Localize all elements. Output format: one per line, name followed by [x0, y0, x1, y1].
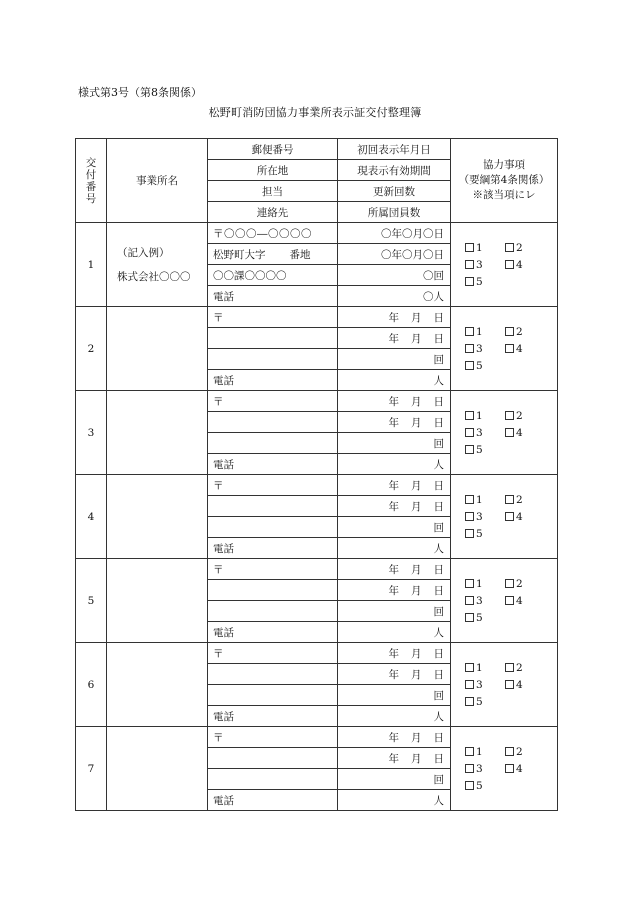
- business-name-cell: [107, 223, 208, 307]
- cooperation-checkboxes: [451, 727, 558, 811]
- first-date-cell[interactable]: 年 月 日: [338, 391, 451, 412]
- example-label: （記入例）: [117, 246, 170, 259]
- renewal-cell[interactable]: 回: [338, 685, 451, 706]
- register-table: [75, 138, 558, 811]
- checkbox-item[interactable]: 3: [465, 595, 505, 607]
- header-address: 所在地: [208, 160, 338, 181]
- checkbox-item[interactable]: 1: [465, 326, 505, 338]
- checkbox-item[interactable]: 3: [465, 763, 505, 775]
- checkbox-item[interactable]: 3: [465, 259, 505, 271]
- checkbox-item[interactable]: 2: [505, 746, 545, 758]
- checkbox-item[interactable]: 3: [465, 679, 505, 691]
- form-label: 様式第3号（第8条関係）: [78, 86, 202, 99]
- row-number: 2: [76, 307, 107, 391]
- checkbox-item[interactable]: 2: [505, 578, 545, 590]
- header-number: 交 付 番 号: [76, 139, 107, 223]
- postal-cell[interactable]: 〒: [208, 727, 338, 748]
- business-name-cell[interactable]: [107, 559, 208, 643]
- checkbox-item[interactable]: 5: [465, 528, 505, 540]
- checkbox-item[interactable]: 4: [505, 259, 545, 271]
- checkbox-item[interactable]: 3: [465, 343, 505, 355]
- members-cell[interactable]: 人: [338, 790, 451, 811]
- valid-period-cell: 〇年〇月〇日: [338, 244, 451, 265]
- valid-period-cell[interactable]: 年 月 日: [338, 412, 451, 433]
- first-date-cell: 〇年〇月〇日: [338, 223, 451, 244]
- first-date-cell[interactable]: 年 月 日: [338, 559, 451, 580]
- members-cell[interactable]: 人: [338, 454, 451, 475]
- checkbox-item[interactable]: 5: [465, 276, 505, 288]
- checkbox-item[interactable]: 5: [465, 612, 505, 624]
- renewal-cell[interactable]: 回: [338, 769, 451, 790]
- row-number: 6: [76, 643, 107, 727]
- first-date-cell[interactable]: 年 月 日: [338, 643, 451, 664]
- checkbox-item[interactable]: 2: [505, 410, 545, 422]
- business-name-cell[interactable]: [107, 727, 208, 811]
- tel-cell[interactable]: 電話: [208, 454, 338, 475]
- tel-cell[interactable]: 電話: [208, 538, 338, 559]
- header-contact: 連絡先: [208, 202, 338, 223]
- header-cooperation: 協力事項 （要綱第4条関係） ※該当項にレ: [451, 139, 558, 223]
- address-cell[interactable]: [208, 496, 338, 517]
- checkbox-item[interactable]: 1: [465, 662, 505, 674]
- tel-cell: 電話: [208, 286, 338, 307]
- person-cell[interactable]: [208, 433, 338, 454]
- business-name-cell[interactable]: [107, 475, 208, 559]
- row-number: 4: [76, 475, 107, 559]
- checkbox-item[interactable]: 5: [465, 780, 505, 792]
- row-number: 7: [76, 727, 107, 811]
- first-date-cell[interactable]: 年 月 日: [338, 307, 451, 328]
- header-valid-period: 現表示有効期間: [338, 160, 451, 181]
- checkbox-item[interactable]: 2: [505, 326, 545, 338]
- renewal-cell[interactable]: 回: [338, 349, 451, 370]
- members-cell[interactable]: 人: [338, 706, 451, 727]
- checkbox-item[interactable]: 3: [465, 511, 505, 523]
- address-cell[interactable]: [208, 328, 338, 349]
- checkbox-item[interactable]: 4: [505, 427, 545, 439]
- checkbox-item[interactable]: 2: [505, 242, 545, 254]
- row-number: 1: [76, 223, 107, 307]
- tel-cell[interactable]: 電話: [208, 370, 338, 391]
- person-cell[interactable]: [208, 769, 338, 790]
- members-cell[interactable]: 人: [338, 622, 451, 643]
- checkbox-item[interactable]: 5: [465, 360, 505, 372]
- postal-cell[interactable]: 〒: [208, 475, 338, 496]
- cooperation-checkboxes: [451, 559, 558, 643]
- person-cell[interactable]: [208, 601, 338, 622]
- checkbox-item[interactable]: 1: [465, 578, 505, 590]
- business-name-cell[interactable]: [107, 391, 208, 475]
- checkbox-item[interactable]: 4: [505, 343, 545, 355]
- checkbox-item[interactable]: 1: [465, 494, 505, 506]
- header-contact-person: 担当: [208, 181, 338, 202]
- checkbox-item[interactable]: 2: [505, 494, 545, 506]
- checkbox-item[interactable]: 4: [505, 763, 545, 775]
- header-business-name: 事業所名: [107, 139, 208, 223]
- members-cell[interactable]: 人: [338, 538, 451, 559]
- business-name-cell[interactable]: [107, 643, 208, 727]
- address-cell[interactable]: [208, 748, 338, 769]
- renewal-cell: 〇回: [338, 265, 451, 286]
- tel-cell[interactable]: 電話: [208, 790, 338, 811]
- address-cell[interactable]: [208, 412, 338, 433]
- postal-cell[interactable]: 〒: [208, 559, 338, 580]
- business-name-cell[interactable]: [107, 307, 208, 391]
- postal-cell[interactable]: 〒: [208, 643, 338, 664]
- cooperation-checkboxes: [451, 391, 558, 475]
- header-first-display-date: 初回表示年月日: [338, 139, 451, 160]
- valid-period-cell[interactable]: 年 月 日: [338, 496, 451, 517]
- postal-cell[interactable]: 〒: [208, 391, 338, 412]
- row-number: 5: [76, 559, 107, 643]
- members-cell[interactable]: 人: [338, 370, 451, 391]
- header-renewal-count: 更新回数: [338, 181, 451, 202]
- person-cell[interactable]: [208, 685, 338, 706]
- cooperation-checkboxes: [451, 307, 558, 391]
- cooperation-checkboxes: [451, 643, 558, 727]
- checkbox-item[interactable]: 3: [465, 427, 505, 439]
- document-title: 松野町消防団協力事業所表示証交付整理簿: [208, 106, 422, 119]
- example-company: 株式会社〇〇〇: [117, 270, 191, 283]
- renewal-cell[interactable]: 回: [338, 601, 451, 622]
- first-date-cell[interactable]: 年 月 日: [338, 727, 451, 748]
- checkbox-item[interactable]: 2: [505, 662, 545, 674]
- members-cell: 〇人: [338, 286, 451, 307]
- postal-cell: 〒〇〇〇―〇〇〇〇: [208, 223, 338, 244]
- valid-period-cell[interactable]: 年 月 日: [338, 328, 451, 349]
- tel-cell[interactable]: 電話: [208, 622, 338, 643]
- tel-cell[interactable]: 電話: [208, 706, 338, 727]
- postal-cell[interactable]: 〒: [208, 307, 338, 328]
- checkbox-item[interactable]: 5: [465, 444, 505, 456]
- person-cell[interactable]: [208, 349, 338, 370]
- cooperation-checkboxes: [451, 223, 558, 307]
- address-cell: 松野町大字 番地: [208, 244, 338, 265]
- checkbox-item[interactable]: 1: [465, 242, 505, 254]
- checkbox-item[interactable]: 5: [465, 696, 505, 708]
- header-postal-code: 郵便番号: [208, 139, 338, 160]
- checkbox-item[interactable]: 1: [465, 746, 505, 758]
- checkbox-item[interactable]: 4: [505, 679, 545, 691]
- person-cell[interactable]: [208, 517, 338, 538]
- valid-period-cell[interactable]: 年 月 日: [338, 748, 451, 769]
- valid-period-cell[interactable]: 年 月 日: [338, 580, 451, 601]
- renewal-cell[interactable]: 回: [338, 517, 451, 538]
- renewal-cell[interactable]: 回: [338, 433, 451, 454]
- checkbox-item[interactable]: 4: [505, 511, 545, 523]
- row-number: 3: [76, 391, 107, 475]
- address-cell[interactable]: [208, 580, 338, 601]
- header-member-count: 所属団員数: [338, 202, 451, 223]
- person-cell: 〇〇課〇〇〇〇: [208, 265, 338, 286]
- valid-period-cell[interactable]: 年 月 日: [338, 664, 451, 685]
- address-cell[interactable]: [208, 664, 338, 685]
- checkbox-item[interactable]: 1: [465, 410, 505, 422]
- first-date-cell[interactable]: 年 月 日: [338, 475, 451, 496]
- cooperation-checkboxes: [451, 475, 558, 559]
- checkbox-item[interactable]: 4: [505, 595, 545, 607]
